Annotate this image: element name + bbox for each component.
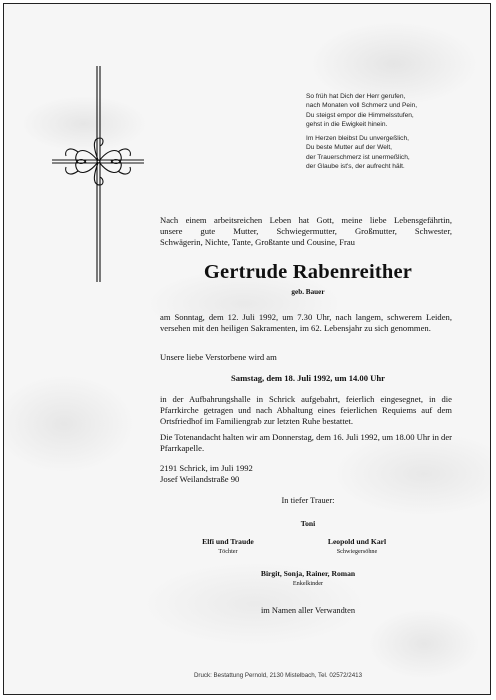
mourner-group-daughters bbox=[158, 537, 298, 556]
poem-line: nach Monaten voll Schmerz und Pein, bbox=[306, 102, 418, 110]
burial-date: Samstag, dem 18. Juli 1992, um 14.00 Uhr bbox=[231, 373, 385, 383]
burial-paragraph: in der Aufbahrungshalle in Schrick aufgebahrt, feierlich eingesegnet, in die Pfarrkirche getragen und nach Abhaltung eines feierlichen Requiems auf dem Ortsfriedhof im Familiengrab zur letzten Ruhe bestattet. bbox=[160, 394, 452, 426]
address-block bbox=[160, 463, 452, 485]
death-paragraph: am Sonntag, dem 12. Juli 1992, um 7.30 Uhr, nach langem, schwerem Leiden, versehen mit den heiligen Sakramenten, im 62. Lebensjahr zu sich genommen. bbox=[160, 312, 452, 333]
poem-line: So früh hat Dich der Herr gerufen, bbox=[306, 93, 406, 100]
mourning-label: In tiefer Trauer: bbox=[281, 496, 335, 505]
mourner-names: Birgit, Sonja, Rainer, Roman bbox=[260, 569, 356, 578]
obituary-page bbox=[3, 3, 491, 695]
poem-line: gehst in die Ewigkeit hinein. bbox=[306, 120, 388, 128]
intro-text bbox=[160, 215, 452, 247]
prayer-paragraph: Die Totenandacht halten wir am Donnerstag, dem 16. Juli 1992, um 18.00 Uhr in der Pfarrkapelle. bbox=[160, 432, 452, 453]
intro-line-3: Schwägerin, Nichte, Tante, Großtante und Cousine, Frau bbox=[160, 236, 355, 247]
mourner-group-sons-in-law bbox=[287, 537, 427, 556]
intro-line-2: unsere gute Mutter, Schwiegermutter, Großmutter, Schwester, bbox=[160, 225, 452, 236]
mourner-names: Elfi und Traude bbox=[202, 537, 254, 546]
burial-intro: Unsere liebe Verstorbene wird am bbox=[160, 352, 277, 362]
poem-line: Im Herzen bleibst Du unvergeßlich, bbox=[306, 135, 409, 143]
deceased-name: Gertrude Rabenreither bbox=[203, 261, 413, 283]
relatives-line: im Namen aller Verwandten bbox=[260, 606, 356, 615]
intro-line-1: Nach einem arbeitsreichen Leben hat Gott, meine liebe Lebensgefährtin, bbox=[160, 215, 452, 225]
printer-footer: Druck: Bestattung Pernold, 2130 Mistelbach, Tel. 02572/2413 bbox=[193, 672, 363, 679]
poem-line: Du beste Mutter auf der Welt, bbox=[306, 144, 393, 152]
mourner-names: Leopold und Karl bbox=[327, 537, 387, 546]
spouse-name: Toni bbox=[300, 519, 316, 528]
ornamental-cross-icon bbox=[48, 64, 148, 284]
poem-line: Du steigst empor die Himmelsstufen, bbox=[306, 111, 414, 119]
address-line-2: Josef Weilandstraße 90 bbox=[160, 473, 240, 484]
poem bbox=[306, 92, 486, 176]
poem-stanza-2 bbox=[306, 134, 486, 171]
address-line-1: 2191 Schrick, im Juli 1992 bbox=[160, 463, 253, 473]
mourner-group-grandchildren bbox=[154, 569, 462, 588]
poem-stanza-1 bbox=[306, 92, 486, 129]
mourner-role: Schwiegersöhne bbox=[336, 548, 378, 555]
poem-line: der Glaube ist's, der aufrecht hält. bbox=[306, 163, 405, 171]
mourner-role: Enkelkinder bbox=[292, 580, 324, 587]
poem-line: der Trauerschmerz ist unermeßlich, bbox=[306, 153, 410, 161]
mourner-role: Töchter bbox=[218, 548, 238, 555]
maiden-name: geb. Bauer bbox=[291, 288, 325, 296]
